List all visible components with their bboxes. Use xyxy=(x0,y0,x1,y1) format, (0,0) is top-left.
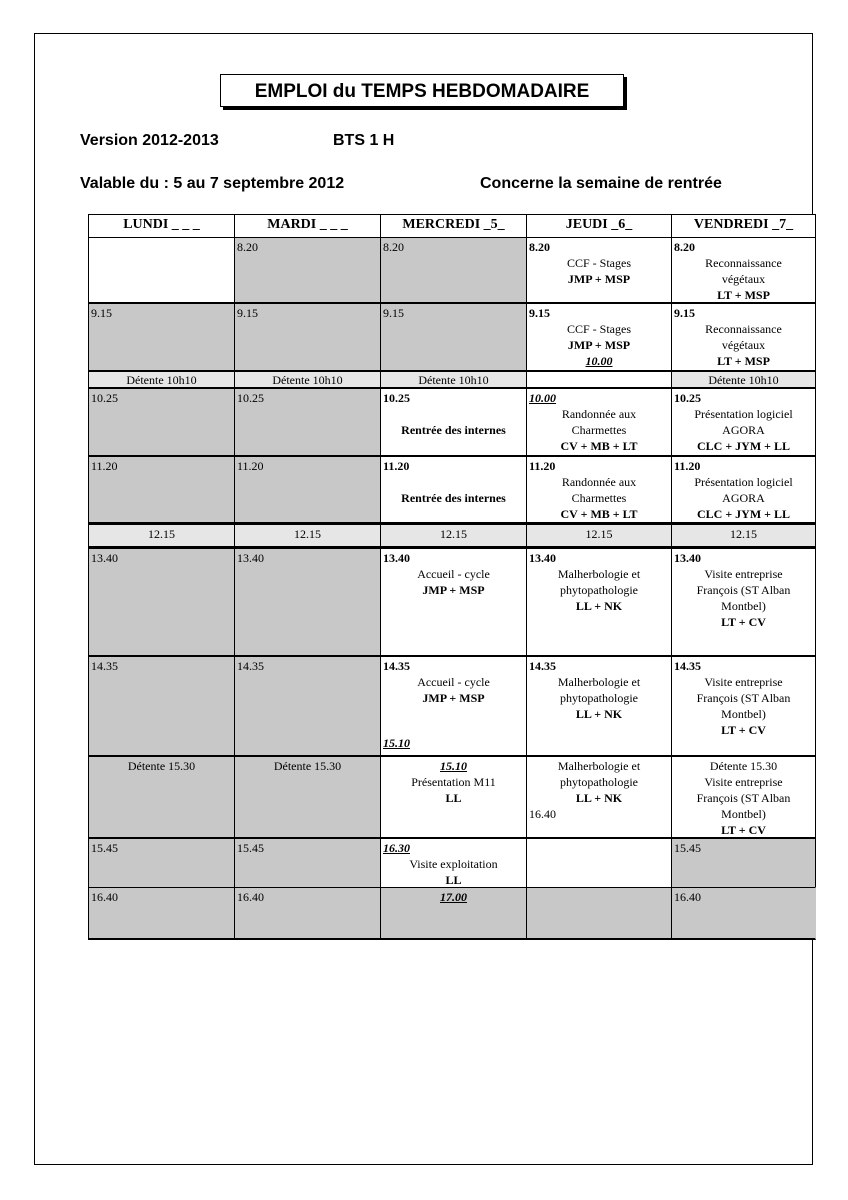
cell-lundi-r7: 15.45 xyxy=(88,838,235,888)
cell-mardi-r6: Détente 15.30 xyxy=(234,756,381,838)
cell-mercredi-r4: 13.40 Accueil - cycle JMP + MSP xyxy=(380,548,527,656)
cell-mardi-r5: 14.35 xyxy=(234,656,381,756)
cell-mardi-r7: 15.45 xyxy=(234,838,381,888)
document-title: EMPLOI du TEMPS HEBDOMADAIRE xyxy=(220,74,624,107)
cell-jeudi-r1: 9.15 CCF - Stages JMP + MSP 10.00 xyxy=(526,303,672,371)
cell-lundi-detente1: Détente 10h10 xyxy=(88,371,235,388)
cell-jeudi-r3: 11.20 Randonnée aux Charmettes CV + MB + LT xyxy=(526,456,672,523)
cell-jeudi-r6: Malherbologie et phytopathologie LL + NK 16.40 xyxy=(526,756,672,838)
cell-mercredi-r6: 15.10 Présentation M11 LL xyxy=(380,756,527,838)
cell-lundi-r5: 14.35 xyxy=(88,656,235,756)
cell-vendredi-r3: 11.20 Présentation logiciel AGORA CLC + JYM + LL xyxy=(671,456,816,523)
cell-mercredi-r2: 10.25 Rentrée des internes xyxy=(380,388,527,456)
cell-mardi-lunch: 12.15 xyxy=(234,523,381,548)
cell-mardi-detente1: Détente 10h10 xyxy=(234,371,381,388)
validity-label: Valable du : 5 au 7 septembre 2012 xyxy=(80,175,345,192)
cell-jeudi-r2: 10.00 Randonnée aux Charmettes CV + MB + LT xyxy=(526,388,672,456)
cell-vendredi-r8: 16.40 xyxy=(671,887,816,940)
cell-jeudi-r5: 14.35 Malherbologie et phytopathologie LL + NK xyxy=(526,656,672,756)
cell-mercredi-lunch: 12.15 xyxy=(380,523,527,548)
cell-mercredi-r8: 17.00 xyxy=(380,887,527,940)
day-header-vendredi: VENDREDI _7_ xyxy=(671,214,816,238)
cell-vendredi-r2: 10.25 Présentation logiciel AGORA CLC + JYM + LL xyxy=(671,388,816,456)
cell-mardi-r8: 16.40 xyxy=(234,887,381,940)
cell-jeudi-r7 xyxy=(526,838,672,888)
cell-lundi-lunch: 12.15 xyxy=(88,523,235,548)
cell-vendredi-r6: Détente 15.30 Visite entreprise François (ST Alban Montbel) LT + CV xyxy=(671,756,816,838)
cell-lundi-r8: 16.40 xyxy=(88,887,235,940)
cell-lundi-r1: 9.15 xyxy=(88,303,235,371)
day-header-mardi: MARDI _ _ _ xyxy=(234,214,381,238)
cell-mercredi-r7: 16.30 Visite exploitation LL xyxy=(380,838,527,888)
cell-mercredi-r1: 9.15 xyxy=(380,303,527,371)
cell-lundi-r6: Détente 15.30 xyxy=(88,756,235,838)
day-header-lundi: LUNDI _ _ _ xyxy=(88,214,235,238)
cell-jeudi-lunch: 12.15 xyxy=(526,523,672,548)
day-header-jeudi: JEUDI _6_ xyxy=(526,214,672,238)
class-label: BTS 1 H xyxy=(333,132,395,149)
cell-vendredi-lunch: 12.15 xyxy=(671,523,816,548)
cell-lundi-r2: 10.25 xyxy=(88,388,235,456)
cell-jeudi-r0: 8.20 CCF - Stages JMP + MSP xyxy=(526,237,672,303)
cell-mardi-r4: 13.40 xyxy=(234,548,381,656)
cell-vendredi-detente1: Détente 10h10 xyxy=(671,371,816,388)
cell-lundi-r3: 11.20 xyxy=(88,456,235,523)
cell-vendredi-r4: 13.40 Visite entreprise François (ST Alban Montbel) LT + CV xyxy=(671,548,816,656)
cell-mardi-r3: 11.20 xyxy=(234,456,381,523)
cell-vendredi-r7: 15.45 xyxy=(671,838,816,888)
cell-vendredi-r1: 9.15 Reconnaissance végétaux LT + MSP xyxy=(671,303,816,371)
cell-mercredi-detente1: Détente 10h10 xyxy=(380,371,527,388)
day-header-mercredi: MERCREDI _5_ xyxy=(380,214,527,238)
cell-mardi-r2: 10.25 xyxy=(234,388,381,456)
cell-lundi-r0 xyxy=(88,237,235,303)
cell-mardi-r0: 8.20 xyxy=(234,237,381,303)
cell-mercredi-r3: 11.20 Rentrée des internes xyxy=(380,456,527,523)
cell-jeudi-detente1 xyxy=(526,371,672,388)
cell-mardi-r1: 9.15 xyxy=(234,303,381,371)
cell-mercredi-r5: 14.35 Accueil - cycle JMP + MSP 15.10 xyxy=(380,656,527,756)
version-label: Version 2012-2013 xyxy=(80,132,219,149)
cell-jeudi-r4: 13.40 Malherbologie et phytopathologie LL + NK xyxy=(526,548,672,656)
cell-mercredi-r0: 8.20 xyxy=(380,237,527,303)
cell-lundi-r4: 13.40 xyxy=(88,548,235,656)
cell-jeudi-r8 xyxy=(526,887,672,940)
concern-label: Concerne la semaine de rentrée xyxy=(480,175,722,192)
cell-vendredi-r0: 8.20 Reconnaissance végétaux LT + MSP xyxy=(671,237,816,303)
cell-vendredi-r5: 14.35 Visite entreprise François (ST Alban Montbel) LT + CV xyxy=(671,656,816,756)
